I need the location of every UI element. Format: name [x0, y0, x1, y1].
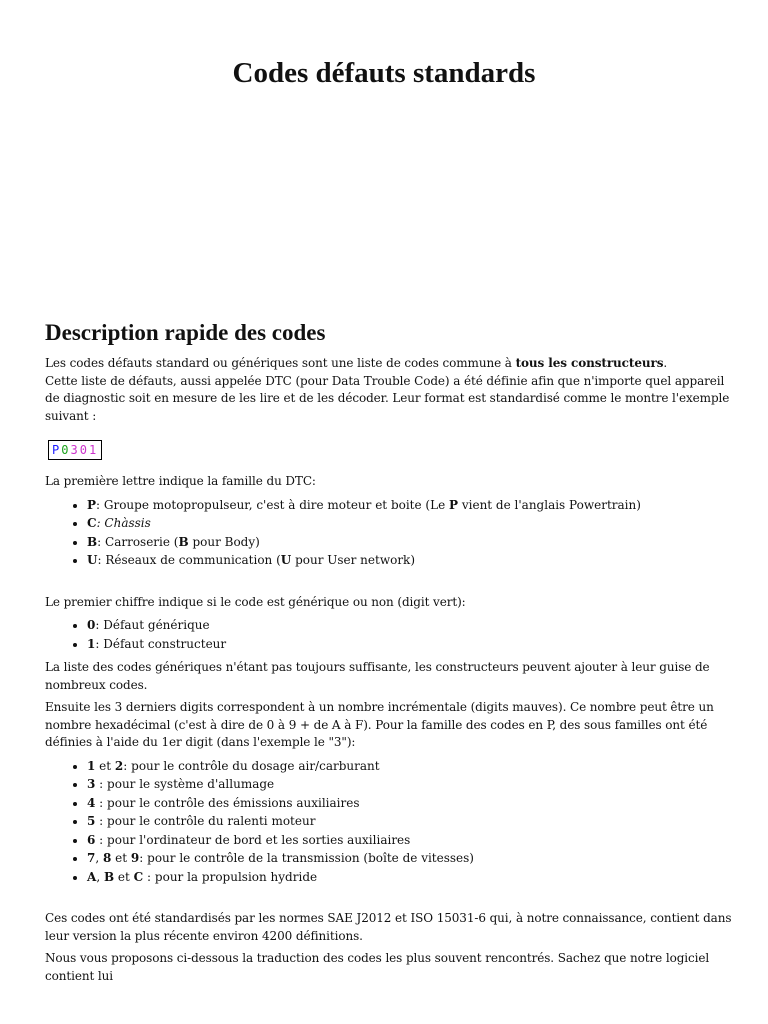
example-dtc-code: [48, 440, 102, 460]
list-item: [87, 794, 735, 813]
digit-desc: : Défaut générique: [95, 618, 210, 632]
spacer: [45, 892, 735, 910]
family-list: [45, 496, 735, 570]
family-key-inline: U: [280, 553, 292, 567]
digits-paragraph: Ensuite les 3 derniers digits correspondent à un nombre incrémentale (digits mauves). Ce nombre peut être un nombre hexadécimal (c'est à dire de 0 à 9 + de A à F). Pour la famille des codes en P, des sous familles ont été définies à l'aide du 1er digit (dans l'exemple le "3"):: [45, 700, 714, 749]
standards-paragraph: Ces codes ont été standardisés par les normes SAE J2012 et ISO 15031-6 qui, à notre connaissance, contient dans leur version la plus récente environ 4200 définitions.: [45, 911, 732, 943]
list-item: [87, 616, 735, 635]
subfamily-key: 3: [87, 777, 96, 791]
subfamily-key: 1: [87, 758, 96, 773]
intro-line-1-bold: tous les constructeurs: [515, 356, 664, 370]
subfamily-key: B: [103, 869, 115, 884]
spacer: [45, 576, 735, 594]
subfamily-desc: et: [114, 869, 134, 884]
list-item: [87, 775, 735, 794]
intro-line-1-end: .: [663, 356, 668, 370]
software-paragraph: Nous vous proposons ci-dessous la traduction des codes les plus souvent rencontrés. Sachez que notre logiciel contient lui: [45, 951, 710, 983]
subfamily-list: [45, 757, 735, 887]
family-key: C: [87, 516, 97, 530]
family-key-inline: B: [178, 534, 189, 549]
subfamily-key: A: [87, 869, 97, 884]
generic-codes-paragraph: La liste des codes génériques n'étant pas toujours suffisante, les constructeurs peuvent ajouter à leur guise de nombreux codes.: [45, 660, 710, 692]
family-desc: : Réseaux de communication (: [97, 553, 281, 567]
subfamily-desc: ,: [95, 851, 103, 865]
subfamily-key: 8: [103, 851, 112, 865]
section-title: Description rapide des codes: [45, 320, 326, 345]
subfamily-key: 5: [87, 814, 96, 828]
subfamily-desc: et: [95, 758, 115, 773]
intro-line-2: Cette liste de défauts, aussi appelée DTC (pour Data Trouble Code) a été définie afin que n'importe quel appareil de diagnostic soit en mesure de les lire et de les décoder. Leur format est standardisé comme le montre l'exemple suivant :: [45, 373, 730, 423]
family-key: U: [87, 553, 98, 567]
intro-line-1: [45, 355, 735, 373]
list-item: [87, 757, 735, 776]
list-item: [87, 849, 735, 868]
subfamily-desc: : pour la propulsion hydride: [143, 869, 318, 884]
list-item: [87, 496, 735, 515]
subfamily-desc: : pour le système d'allumage: [95, 777, 275, 791]
code-char-family: P: [52, 443, 62, 457]
list-item: [87, 533, 735, 552]
subfamily-key: 2: [114, 758, 124, 773]
subfamily-key: 9: [130, 851, 140, 865]
digit-list: [45, 616, 735, 653]
list-item: [87, 635, 735, 654]
subfamily-desc: et: [111, 851, 131, 865]
family-key: B: [87, 534, 98, 549]
list-item: [87, 551, 735, 570]
subfamily-desc: : pour le contrôle des émissions auxiliaires: [95, 795, 360, 810]
family-desc-end: pour User network): [291, 553, 416, 567]
digit-key: 1: [87, 636, 96, 651]
list-item: [87, 868, 735, 887]
family-key-inline: P: [449, 497, 459, 512]
digit-desc: : Défaut constructeur: [95, 636, 227, 651]
first-letter-text: La première lettre indique la famille du DTC:: [45, 474, 316, 488]
list-item: [87, 831, 735, 850]
subfamily-key: 4: [87, 795, 96, 810]
subfamily-desc: : pour le contrôle du dosage air/carburant: [123, 758, 380, 773]
code-char-number-3: 1: [88, 443, 99, 457]
main-content: [45, 318, 735, 990]
list-item: [87, 514, 735, 533]
intro-line-1-text: Les codes défauts standard ou génériques sont une liste de codes commune à: [45, 356, 516, 370]
family-key: P: [87, 497, 97, 512]
code-char-number-2: 0: [79, 443, 89, 457]
family-desc: : Carroserie (: [97, 534, 179, 549]
subfamily-key: 6: [87, 832, 96, 847]
subfamily-key: C: [133, 869, 144, 884]
subfamily-desc: : pour le contrôle du ralenti moteur: [95, 814, 316, 828]
family-desc: : Groupe motopropulseur, c'est à dire moteur et boite (Le: [96, 497, 449, 512]
family-desc: : Chàssis: [96, 516, 151, 530]
first-digit-text: Le premier chiffre indique si le code est générique ou non (digit vert):: [45, 594, 466, 609]
subfamily-desc: : pour le contrôle de la transmission (boîte de vitesses): [139, 851, 474, 865]
code-char-generic: 0: [61, 443, 71, 457]
subfamily-key: 7: [87, 851, 96, 865]
code-char-number-1: 3: [70, 443, 80, 457]
subfamily-desc: ,: [96, 869, 104, 884]
family-desc-end: vient de l'anglais Powertrain): [458, 497, 641, 512]
page-title: Codes défauts standards: [232, 57, 536, 89]
family-desc-end: pour Body): [188, 534, 260, 549]
subfamily-desc: : pour l'ordinateur de bord et les sorties auxiliaires: [95, 832, 411, 847]
digit-key: 0: [87, 618, 96, 632]
list-item: [87, 812, 735, 831]
